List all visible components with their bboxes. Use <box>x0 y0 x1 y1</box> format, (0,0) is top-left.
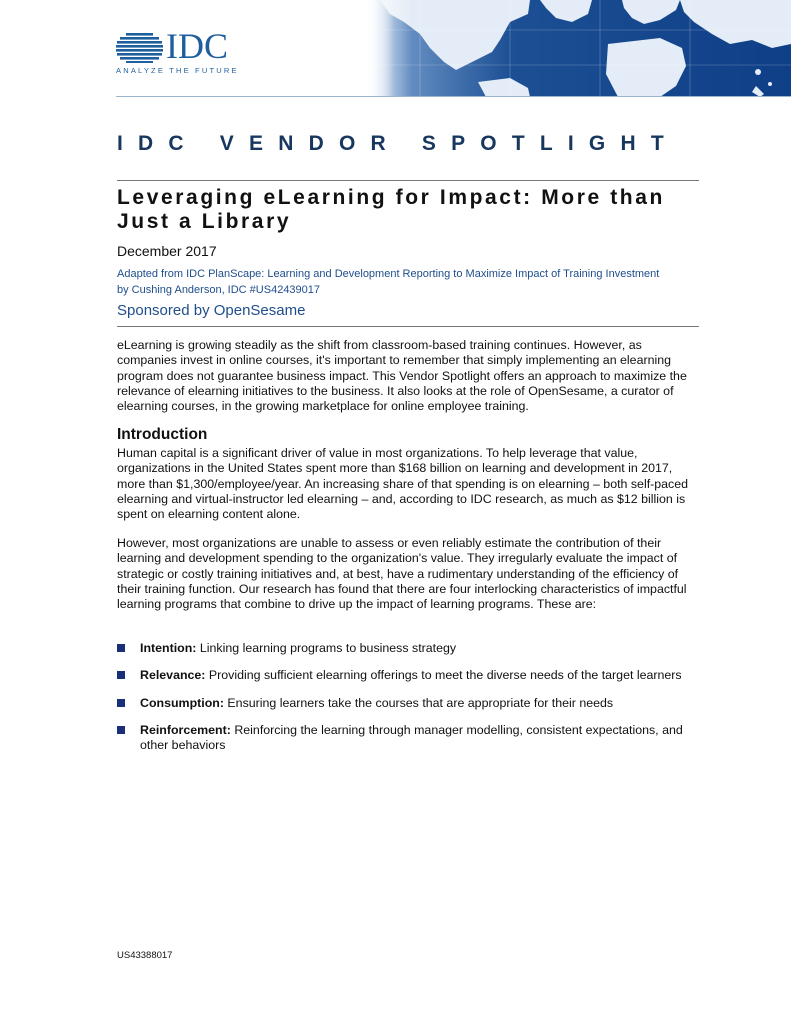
idc-globe-icon <box>116 33 163 63</box>
bullet-text: Ensuring learners take the courses that are appropriate for their needs <box>223 695 614 710</box>
bullet-square-icon <box>117 726 125 734</box>
vendor-spotlight-label: IDC VENDOR SPOTLIGHT <box>117 132 679 155</box>
bullet-term: Relevance: <box>140 668 206 683</box>
adapted-from-note <box>117 266 707 298</box>
world-map-image <box>360 0 791 97</box>
adapted-line-2: by Cushing Anderson, IDC #US42439017 <box>117 284 321 296</box>
list-item <box>117 641 707 656</box>
intro-paragraph: eLearning is growing steadily as the shift from classroom-based training continues. However, as companies invest in online courses, it's important to remember that simply implementing an elearning program does not guarantee business impact. This Vendor Spotlight offers an approach to maximize the relevance of elearning initiatives to the business. It also looks at the role of OpenSesame, a curator of elearning courses, in the growing marketplace for online employee training. <box>117 338 687 414</box>
title-bottom-divider <box>117 326 699 327</box>
bullet-text: Reinforcing the learning through manager modelling, consistent expectations, and other behaviors <box>140 722 683 753</box>
idc-logo <box>116 26 246 80</box>
bullet-term: Consumption: <box>140 695 224 710</box>
bullet-square-icon <box>117 671 125 679</box>
sponsor-line: Sponsored by OpenSesame <box>117 302 306 319</box>
logo-tagline: ANALYZE THE FUTURE <box>116 66 239 75</box>
header-divider <box>116 96 791 97</box>
document-title: Leveraging eLearning for Impact: More than Just a Library <box>117 186 665 233</box>
document-id: US43388017 <box>117 950 173 961</box>
publication-date: December 2017 <box>117 243 217 259</box>
logo-wordmark: IDC <box>166 26 228 66</box>
bullet-text: Linking learning programs to business strategy <box>196 641 457 655</box>
bullet-term: Intention: <box>140 641 197 655</box>
bullet-square-icon <box>117 699 125 707</box>
characteristics-list <box>117 641 707 765</box>
section-heading: Introduction <box>117 426 208 443</box>
list-item <box>117 696 707 711</box>
list-item <box>117 668 707 683</box>
bullet-square-icon <box>117 644 125 652</box>
title-top-divider <box>117 180 699 181</box>
adapted-line-1: Adapted from IDC PlanScape: Learning and Development Reporting to Maximize Impact of Training Investment <box>117 268 660 280</box>
body-paragraph-2: However, most organizations are unable to assess or even reliably estimate the contribution of their learning and development spending to the organization's value. They irregularly evaluate the impact of strategic or costly training initiatives and, at best, have a rudimentary understanding of the efficiency of their training function. Our research has found that there are four interlocking characteristics of impactful learning programs that combine to drive up the impact of learning programs. These are: <box>117 536 687 612</box>
bullet-text: Providing sufficient elearning offerings to meet the diverse needs of the target learners <box>205 668 682 683</box>
world-map-banner <box>360 0 791 97</box>
body-paragraph-1: Human capital is a significant driver of value in most organizations. To help leverage that value, organizations in the United States spent more than $168 billion on learning and development in 2017, more than $1,300/employee/year. An increasing share of that spending is on elearning – both self-paced elearning and virtual-instructor led elearning – and, according to IDC research, as much as $12 billion is spent on elearning content alone. <box>117 446 689 522</box>
list-item <box>117 723 707 754</box>
bullet-term: Reinforcement: <box>140 722 231 737</box>
